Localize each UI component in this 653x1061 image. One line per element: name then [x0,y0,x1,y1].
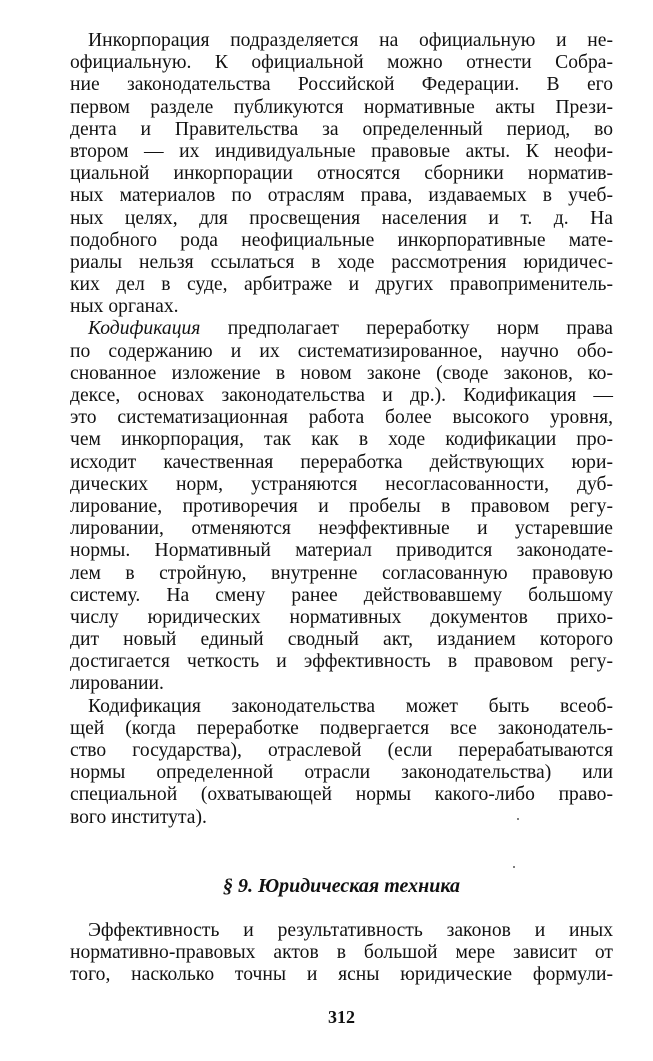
text-line: ных органах. [70,296,179,318]
text-line: того, насколько точны и ясны юридические формули- [70,964,613,986]
text-line: снованное изложение в новом законе (своде законов, ко- [70,362,613,384]
paragraph-incorporation [70,30,613,318]
text-line: достигается четкость и эффективность в правовом регу- [70,651,613,673]
text-line: дента и Правительства за определенный период, во [70,118,613,140]
text-line: ких дел в суде, арбитраже и других правоприменитель- [70,274,613,296]
text-line: щей (когда переработке подвергается все законодатель- [70,717,613,739]
text-line: ние законодательства Российской Федерации. В его [70,74,613,96]
text-line: нормы определенной отрасли законодательства) или [70,762,613,784]
text-line [70,318,613,340]
text-line: риалы нельзя ссылаться в ходе рассмотрения юридичес- [70,251,613,273]
text-line: нормы. Нормативный материал приводится законодате- [70,540,613,562]
paragraph-codification [70,318,613,695]
term-codification: Кодификация [88,318,201,340]
text-line: нормативно-правовых актов в большой мере зависит от [70,942,613,964]
text-line: лирование, противоречия и пробелы в правовом регу- [70,495,613,517]
text-line: лем в стройную, внутренне согласованную правовую [70,562,613,584]
text-line: вого института). [70,806,207,828]
page-number: 312 [328,1007,355,1027]
text-line: ных материалов по отраслям права, издаваемых в учеб- [70,185,613,207]
scan-speck [513,866,515,868]
text-line: дит новый единый сводный акт, изданием которого [70,629,613,651]
text-line: это систематизационная работа более высокого уровня, [70,407,613,429]
paragraph-codification-types [70,696,613,829]
page-body [70,30,613,1027]
paragraph-legal-technique [70,920,613,987]
text-line: дексе, основах законодательства и др.). Кодификация — [70,385,613,406]
text-line: дических норм, устраняются несогласованности, дуб- [70,473,613,495]
text-line-rest: предполагает переработку норм права [200,318,613,340]
text-line: чем инкорпорация, так как в ходе кодификации про- [70,429,613,451]
text-line: систему. На смену ранее действовавшему большому [70,584,613,606]
text-line: исходит качественная переработка действующих юри- [70,451,613,473]
text-line: по содержанию и их систематизированное, научно обо- [70,340,613,362]
text-line: втором — их индивидуальные правовые акты. К неофи- [70,140,613,162]
text-line: ство государства), отраслевой (если перерабатываются [70,740,613,761]
text-line: специальной (охватывающей нормы какого-либо право- [70,784,613,806]
text-line: Эффективность и результативность законов и иных [88,920,613,941]
text-line: официальную. К официальной можно отнести Собра- [70,52,613,74]
text-line: числу юридических нормативных документов прихо- [70,606,613,628]
text-line: циальной инкорпорации относятся сборники норматив- [70,163,613,185]
text-line: Кодификация законодательства может быть всеоб- [88,695,613,717]
section-heading: § 9. Юридическая техника [223,875,460,897]
text-line: ных целях, для просвещения населения и т. д. На [70,207,613,229]
text-line: лировании. [70,673,164,695]
text-line: подобного рода неофициальные инкорпоративные мате- [70,229,613,251]
scan-speck [517,818,519,820]
text-line: лировании, отменяются неэффективные и устаревшие [70,518,613,540]
text-line: первом разделе публикуются нормативные акты Прези- [70,96,613,118]
text-line: Инкорпорация подразделяется на официальную и не- [88,30,613,51]
